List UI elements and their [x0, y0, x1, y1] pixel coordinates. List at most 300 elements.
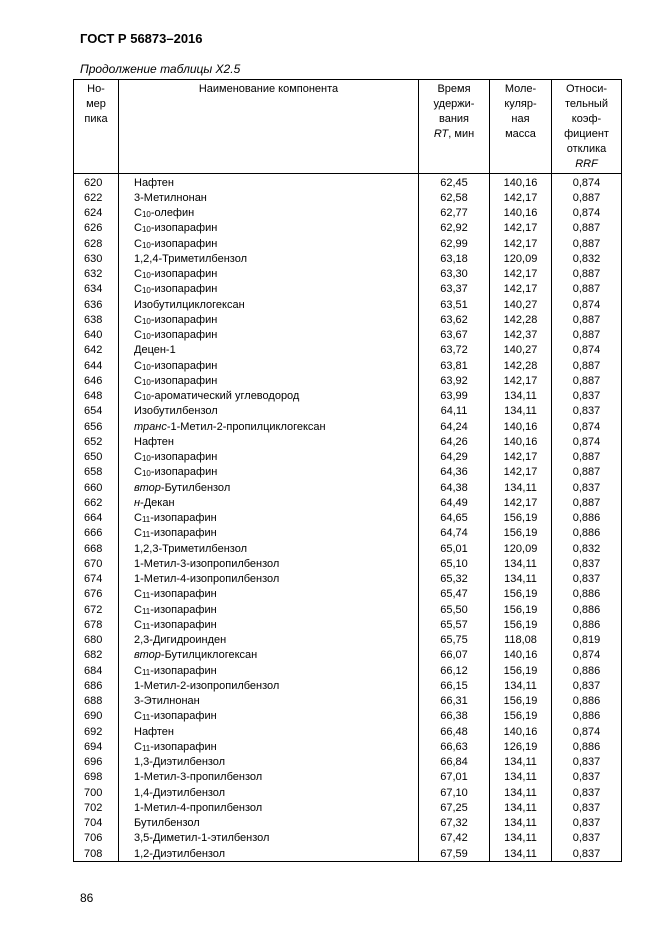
name-text: $C_{10}$-ароматический углеводород — [134, 390, 300, 403]
peak-number-cell: 632 — [74, 267, 119, 282]
retention-time-cell: 65,10 — [419, 556, 490, 571]
peak-number-cell: 684 — [74, 663, 119, 678]
peak-number-cell: 662 — [74, 495, 119, 510]
name-text: $C_{11}$-изопарафин — [134, 588, 217, 601]
retention-time-cell: 63,99 — [419, 389, 490, 404]
table-row — [74, 678, 622, 693]
response-factor-cell: 0,887 — [552, 328, 622, 343]
component-name-cell — [119, 800, 419, 815]
table-row — [74, 404, 622, 419]
name-text: 1-Метил-2-изопропилбензол — [134, 679, 280, 692]
name-text: Нафтен — [134, 435, 174, 448]
header-line: Моле- — [504, 83, 537, 95]
peak-number-cell: 624 — [74, 206, 119, 221]
table-row — [74, 633, 622, 648]
molecular-mass-cell: 156,19 — [490, 709, 552, 724]
response-factor-cell: 0,874 — [552, 174, 622, 191]
response-factor-cell: 0,887 — [552, 450, 622, 465]
header-line: пика — [84, 113, 108, 125]
component-name-cell — [119, 785, 419, 800]
header-line: масса — [505, 128, 536, 140]
retention-time-cell: 64,29 — [419, 450, 490, 465]
retention-time-cell: 63,92 — [419, 373, 490, 388]
response-factor-cell: 0,837 — [552, 678, 622, 693]
retention-time-cell: 64,74 — [419, 526, 490, 541]
name-text: $C_{11}$-изопарафин — [134, 618, 217, 631]
table-row — [74, 174, 622, 191]
response-factor-cell: 0,887 — [552, 312, 622, 327]
header-line: отклика — [566, 143, 607, 155]
retention-time-cell: 63,72 — [419, 343, 490, 358]
peak-number-cell: 622 — [74, 190, 119, 205]
response-factor-cell: 0,874 — [552, 206, 622, 221]
name-text: 3,5-Диметил-1-этилбензол — [134, 832, 270, 845]
peak-number-cell: 654 — [74, 404, 119, 419]
name-prefix: н — [134, 496, 141, 509]
molecular-mass-cell: 140,16 — [490, 174, 552, 191]
header-line: RRF — [575, 158, 598, 170]
peak-number-cell: 698 — [74, 770, 119, 785]
name-text: Бутилбензол — [134, 817, 200, 830]
header-line: коэф- — [571, 113, 602, 125]
col-header-molecular-mass — [490, 80, 552, 174]
molecular-mass-cell: 156,19 — [490, 663, 552, 678]
retention-time-cell: 64,26 — [419, 434, 490, 449]
retention-time-cell: 63,81 — [419, 358, 490, 373]
response-factor-cell: 0,837 — [552, 572, 622, 587]
table-row — [74, 358, 622, 373]
molecular-mass-cell: 142,17 — [490, 465, 552, 480]
component-name-cell — [119, 633, 419, 648]
component-name-cell — [119, 739, 419, 754]
response-factor-cell: 0,886 — [552, 709, 622, 724]
component-name-cell — [119, 282, 419, 297]
table-row — [74, 648, 622, 663]
table-row — [74, 572, 622, 587]
table-row — [74, 511, 622, 526]
molecular-mass-cell: 142,17 — [490, 190, 552, 205]
molecular-mass-cell: 134,11 — [490, 404, 552, 419]
component-name-cell — [119, 572, 419, 587]
name-text: $C_{11}$-изопарафин — [134, 603, 217, 616]
table-row — [74, 206, 622, 221]
peak-number-cell: 620 — [74, 174, 119, 191]
peak-number-cell: 702 — [74, 800, 119, 815]
retention-time-cell: 66,15 — [419, 678, 490, 693]
molecular-mass-cell: 142,17 — [490, 373, 552, 388]
table-row — [74, 221, 622, 236]
table-row — [74, 297, 622, 312]
components-table — [73, 79, 622, 862]
col-header-response-factor — [552, 80, 622, 174]
table-row — [74, 800, 622, 815]
molecular-mass-cell: 134,11 — [490, 831, 552, 846]
name-text: Децен-1 — [134, 344, 176, 357]
molecular-mass-cell: 134,11 — [490, 846, 552, 862]
peak-number-cell: 686 — [74, 678, 119, 693]
table-row — [74, 251, 622, 266]
molecular-mass-cell: 118,08 — [490, 633, 552, 648]
retention-time-cell: 63,51 — [419, 297, 490, 312]
component-name-cell — [119, 678, 419, 693]
peak-number-cell: 646 — [74, 373, 119, 388]
col-header-component-name — [119, 80, 419, 174]
name-text: Нафтен — [134, 725, 174, 738]
name-text: 1,2-Диэтилбензол — [134, 847, 226, 860]
peak-number-cell: 704 — [74, 816, 119, 831]
table-header-row — [74, 80, 622, 174]
header-line: Относи- — [565, 83, 608, 95]
component-name-cell — [119, 373, 419, 388]
component-name-cell — [119, 480, 419, 495]
name-text: 2,3-Дигидроинден — [134, 634, 227, 647]
molecular-mass-cell: 120,09 — [490, 541, 552, 556]
response-factor-cell: 0,887 — [552, 236, 622, 251]
molecular-mass-cell: 142,28 — [490, 312, 552, 327]
component-name-cell — [119, 450, 419, 465]
peak-number-cell: 642 — [74, 343, 119, 358]
response-factor-cell: 0,832 — [552, 541, 622, 556]
molecular-mass-cell: 142,28 — [490, 358, 552, 373]
peak-number-cell: 640 — [74, 328, 119, 343]
table-caption: Продолжение таблицы Х2.5 — [80, 62, 241, 76]
peak-number-cell: 628 — [74, 236, 119, 251]
name-prefix: втор — [134, 649, 161, 662]
response-factor-cell: 0,887 — [552, 358, 622, 373]
component-name-cell — [119, 404, 419, 419]
component-name-cell — [119, 267, 419, 282]
peak-number-cell: 696 — [74, 755, 119, 770]
molecular-mass-cell: 142,17 — [490, 221, 552, 236]
table-row — [74, 328, 622, 343]
peak-number-cell: 678 — [74, 617, 119, 632]
component-name-cell — [119, 724, 419, 739]
peak-number-cell: 700 — [74, 785, 119, 800]
table-row — [74, 724, 622, 739]
response-factor-cell: 0,887 — [552, 465, 622, 480]
component-name-cell — [119, 846, 419, 862]
molecular-mass-cell: 134,11 — [490, 800, 552, 815]
name-text: -1-Метил-2-пропилциклогексан — [166, 420, 326, 433]
name-text: $C_{11}$-изопарафин — [134, 664, 217, 677]
table-row — [74, 419, 622, 434]
molecular-mass-cell: 142,37 — [490, 328, 552, 343]
response-factor-cell: 0,887 — [552, 190, 622, 205]
table-row — [74, 617, 622, 632]
component-name-cell — [119, 389, 419, 404]
response-factor-cell: 0,837 — [552, 800, 622, 815]
name-text: $C_{10}$-изопарафин — [134, 313, 218, 326]
retention-time-cell: 63,62 — [419, 312, 490, 327]
table-row — [74, 267, 622, 282]
component-name-cell — [119, 312, 419, 327]
molecular-mass-cell: 142,17 — [490, 282, 552, 297]
peak-number-cell: 630 — [74, 251, 119, 266]
component-name-cell — [119, 206, 419, 221]
header-line: фициент — [564, 128, 609, 140]
retention-time-cell: 66,31 — [419, 694, 490, 709]
retention-time-cell: 65,50 — [419, 602, 490, 617]
peak-number-cell: 664 — [74, 511, 119, 526]
peak-number-cell: 694 — [74, 739, 119, 754]
name-text: 1-Метил-4-пропилбензол — [134, 801, 263, 814]
retention-time-cell: 65,47 — [419, 587, 490, 602]
molecular-mass-cell: 134,11 — [490, 770, 552, 785]
retention-time-cell: 64,11 — [419, 404, 490, 419]
table-row — [74, 770, 622, 785]
molecular-mass-cell: 142,17 — [490, 236, 552, 251]
response-factor-cell: 0,837 — [552, 755, 622, 770]
response-factor-cell: 0,837 — [552, 816, 622, 831]
retention-time-cell: 62,99 — [419, 236, 490, 251]
response-factor-cell: 0,874 — [552, 343, 622, 358]
col-header-peak-number — [74, 80, 119, 174]
component-name-cell — [119, 465, 419, 480]
retention-time-cell: 64,36 — [419, 465, 490, 480]
rt-unit: , мин — [448, 128, 475, 140]
table-row — [74, 236, 622, 251]
peak-number-cell: 676 — [74, 587, 119, 602]
peak-number-cell: 652 — [74, 434, 119, 449]
response-factor-cell: 0,886 — [552, 694, 622, 709]
response-factor-cell: 0,887 — [552, 267, 622, 282]
molecular-mass-cell: 134,11 — [490, 755, 552, 770]
header-line: тельный — [565, 98, 608, 110]
retention-time-cell: 62,58 — [419, 190, 490, 205]
response-factor-cell: 0,886 — [552, 511, 622, 526]
retention-time-cell: 67,25 — [419, 800, 490, 815]
name-text: $C_{11}$-изопарафин — [134, 740, 217, 753]
name-text: 1-Метил-3-изопропилбензол — [134, 557, 280, 570]
response-factor-cell: 0,874 — [552, 434, 622, 449]
component-name-cell — [119, 709, 419, 724]
name-text: Нафтен — [134, 176, 174, 189]
peak-number-cell: 672 — [74, 602, 119, 617]
molecular-mass-cell: 134,11 — [490, 816, 552, 831]
peak-number-cell: 648 — [74, 389, 119, 404]
name-text: $C_{10}$-изопарафин — [134, 268, 218, 281]
peak-number-cell: 656 — [74, 419, 119, 434]
retention-time-cell: 66,84 — [419, 755, 490, 770]
component-name-cell — [119, 556, 419, 571]
retention-time-cell: 65,75 — [419, 633, 490, 648]
molecular-mass-cell: 142,17 — [490, 267, 552, 282]
name-text: $C_{10}$-олефин — [134, 207, 195, 220]
table-row — [74, 846, 622, 862]
col-header-retention-time — [419, 80, 490, 174]
response-factor-cell: 0,874 — [552, 297, 622, 312]
component-name-cell — [119, 526, 419, 541]
header-line: вания — [438, 113, 469, 125]
retention-time-cell: 63,67 — [419, 328, 490, 343]
response-factor-cell: 0,837 — [552, 846, 622, 862]
component-name-cell — [119, 236, 419, 251]
response-factor-cell: 0,874 — [552, 724, 622, 739]
table-row — [74, 541, 622, 556]
retention-time-cell: 63,30 — [419, 267, 490, 282]
response-factor-cell: 0,837 — [552, 770, 622, 785]
name-text: -Бутилциклогексан — [160, 649, 258, 662]
component-name-cell — [119, 434, 419, 449]
molecular-mass-cell: 156,19 — [490, 602, 552, 617]
table-row — [74, 785, 622, 800]
component-name-cell — [119, 816, 419, 831]
retention-time-cell: 67,59 — [419, 846, 490, 862]
component-name-cell — [119, 251, 419, 266]
retention-time-cell: 63,37 — [419, 282, 490, 297]
peak-number-cell: 638 — [74, 312, 119, 327]
peak-number-cell: 636 — [74, 297, 119, 312]
component-name-cell — [119, 358, 419, 373]
document-title: ГОСТ Р 56873–2016 — [80, 31, 203, 46]
table-row — [74, 434, 622, 449]
response-factor-cell: 0,886 — [552, 739, 622, 754]
rt-symbol: RT — [433, 128, 449, 140]
header-line: ная — [511, 113, 530, 125]
header-line: куляр- — [504, 98, 537, 110]
response-factor-cell: 0,837 — [552, 556, 622, 571]
peak-number-cell: 708 — [74, 846, 119, 862]
retention-time-cell: 66,12 — [419, 663, 490, 678]
table-row — [74, 739, 622, 754]
molecular-mass-cell: 156,19 — [490, 617, 552, 632]
retention-time-cell: 62,45 — [419, 174, 490, 191]
component-name-cell — [119, 755, 419, 770]
component-name-cell — [119, 297, 419, 312]
name-text: $C_{10}$-изопарафин — [134, 466, 218, 479]
retention-time-cell: 63,18 — [419, 251, 490, 266]
name-text: 1,4-Диэтилбензол — [134, 786, 226, 799]
retention-time-cell: 64,38 — [419, 480, 490, 495]
peak-number-cell: 674 — [74, 572, 119, 587]
peak-number-cell: 634 — [74, 282, 119, 297]
peak-number-cell: 688 — [74, 694, 119, 709]
molecular-mass-cell: 140,27 — [490, 297, 552, 312]
retention-time-cell: 64,65 — [419, 511, 490, 526]
molecular-mass-cell: 156,19 — [490, 694, 552, 709]
component-name-cell — [119, 602, 419, 617]
component-name-cell — [119, 221, 419, 236]
name-text: Изобутилбензол — [134, 405, 218, 418]
peak-number-cell: 658 — [74, 465, 119, 480]
retention-time-cell: 62,92 — [419, 221, 490, 236]
table-body — [74, 174, 622, 862]
molecular-mass-cell: 140,16 — [490, 648, 552, 663]
peak-number-cell: 668 — [74, 541, 119, 556]
header-line: Наименование компонента — [198, 83, 339, 95]
molecular-mass-cell: 126,19 — [490, 739, 552, 754]
component-name-cell — [119, 831, 419, 846]
retention-time-cell: 64,24 — [419, 419, 490, 434]
peak-number-cell: 666 — [74, 526, 119, 541]
component-name-cell — [119, 587, 419, 602]
table-row — [74, 587, 622, 602]
table-row — [74, 663, 622, 678]
name-text: 1,2,4-Триметилбензол — [134, 252, 247, 265]
response-factor-cell: 0,874 — [552, 419, 622, 434]
retention-time-cell: 65,32 — [419, 572, 490, 587]
table-row — [74, 526, 622, 541]
name-text: 1,3-Диэтилбензол — [134, 756, 226, 769]
name-text: 1,2,3-Триметилбензол — [134, 542, 247, 555]
response-factor-cell: 0,832 — [552, 251, 622, 266]
table-row — [74, 282, 622, 297]
table-row — [74, 190, 622, 205]
peak-number-cell: 670 — [74, 556, 119, 571]
table-row — [74, 556, 622, 571]
molecular-mass-cell: 142,17 — [490, 450, 552, 465]
table-row — [74, 694, 622, 709]
component-name-cell — [119, 343, 419, 358]
response-factor-cell: 0,837 — [552, 831, 622, 846]
header-line: Но- — [87, 83, 105, 95]
component-name-cell — [119, 541, 419, 556]
peak-number-cell: 682 — [74, 648, 119, 663]
molecular-mass-cell: 140,27 — [490, 343, 552, 358]
component-name-cell — [119, 694, 419, 709]
name-text: 3-Метилнонан — [134, 191, 207, 204]
table-row — [74, 450, 622, 465]
response-factor-cell: 0,886 — [552, 526, 622, 541]
molecular-mass-cell: 134,11 — [490, 572, 552, 587]
peak-number-cell: 680 — [74, 633, 119, 648]
name-text: $C_{11}$-изопарафин — [134, 527, 217, 540]
retention-time-cell: 66,38 — [419, 709, 490, 724]
name-prefix: транс — [134, 420, 167, 433]
molecular-mass-cell: 156,19 — [490, 587, 552, 602]
response-factor-cell: 0,886 — [552, 587, 622, 602]
header-line: удержи- — [433, 98, 475, 110]
name-text: 3-Этилнонан — [134, 695, 200, 708]
molecular-mass-cell: 134,11 — [490, 556, 552, 571]
molecular-mass-cell: 140,16 — [490, 434, 552, 449]
response-factor-cell: 0,874 — [552, 648, 622, 663]
component-name-cell — [119, 617, 419, 632]
peak-number-cell: 650 — [74, 450, 119, 465]
name-text: $C_{10}$-изопарафин — [134, 359, 218, 372]
response-factor-cell: 0,887 — [552, 495, 622, 510]
response-factor-cell: 0,837 — [552, 785, 622, 800]
table-row — [74, 389, 622, 404]
peak-number-cell: 692 — [74, 724, 119, 739]
retention-time-cell: 66,07 — [419, 648, 490, 663]
retention-time-cell: 67,42 — [419, 831, 490, 846]
name-text: 1-Метил-4-изопропилбензол — [134, 573, 280, 586]
retention-time-cell: 62,77 — [419, 206, 490, 221]
name-text: 1-Метил-3-пропилбензол — [134, 771, 263, 784]
name-text: $C_{10}$-изопарафин — [134, 237, 218, 250]
retention-time-cell: 65,01 — [419, 541, 490, 556]
peak-number-cell: 644 — [74, 358, 119, 373]
response-factor-cell: 0,837 — [552, 389, 622, 404]
name-text: -Бутилбензол — [160, 481, 231, 494]
molecular-mass-cell: 134,11 — [490, 480, 552, 495]
header-line — [420, 127, 488, 142]
name-text: $C_{10}$-изопарафин — [134, 374, 218, 387]
molecular-mass-cell: 120,09 — [490, 251, 552, 266]
retention-time-cell: 66,48 — [419, 724, 490, 739]
table-row — [74, 495, 622, 510]
response-factor-cell: 0,887 — [552, 221, 622, 236]
table-row — [74, 602, 622, 617]
molecular-mass-cell: 156,19 — [490, 511, 552, 526]
retention-time-cell: 65,57 — [419, 617, 490, 632]
response-factor-cell: 0,819 — [552, 633, 622, 648]
component-name-cell — [119, 495, 419, 510]
molecular-mass-cell: 140,16 — [490, 724, 552, 739]
component-name-cell — [119, 419, 419, 434]
table-row — [74, 831, 622, 846]
